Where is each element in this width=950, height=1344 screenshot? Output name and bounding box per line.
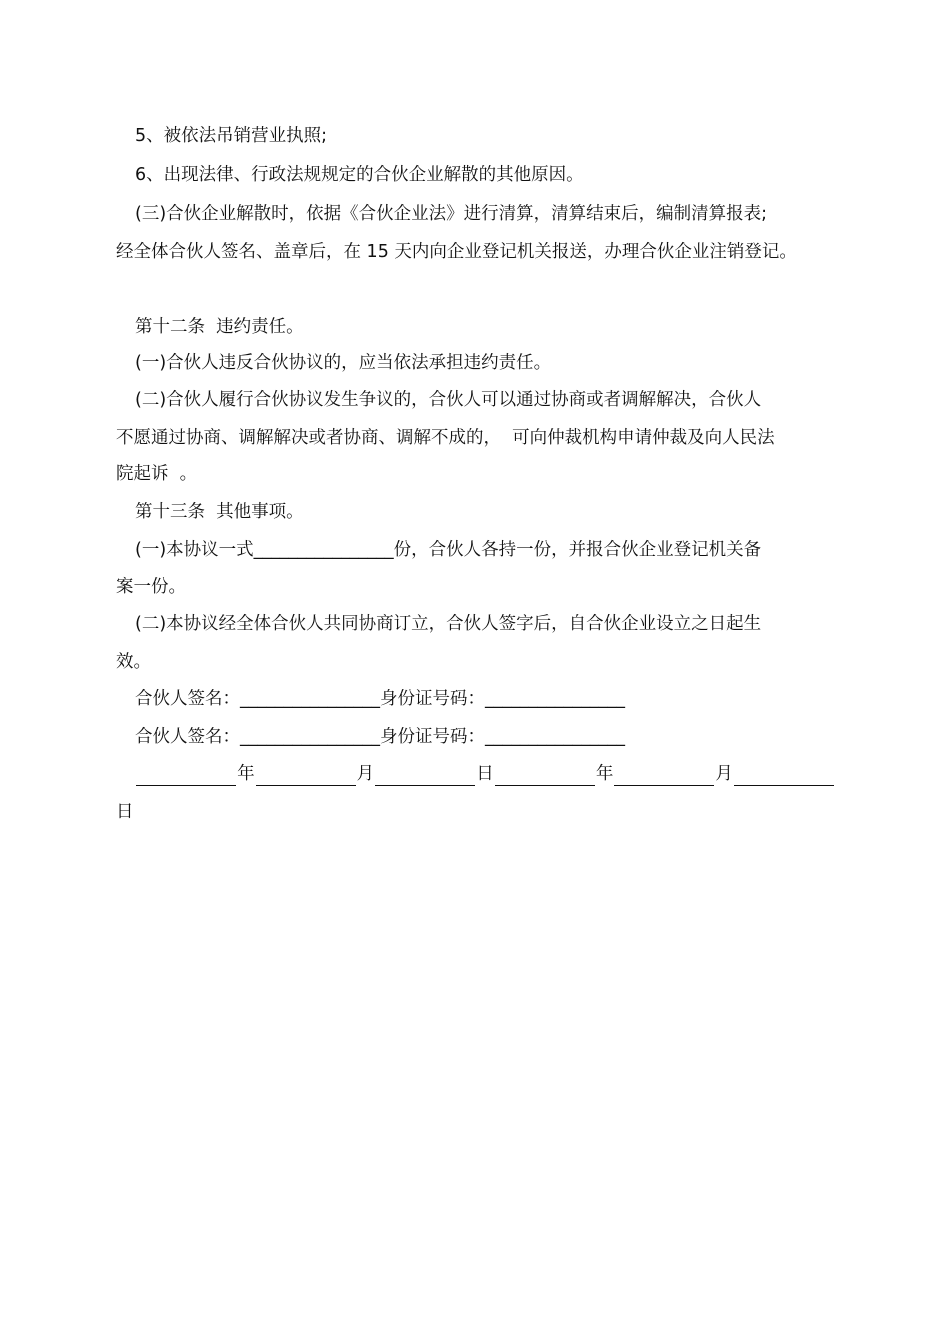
article-12-item-1: (一)合伙人违反合伙协议的，应当依法承担违约责任。 <box>135 353 552 373</box>
year-label-1: 年 <box>237 764 255 784</box>
year-blank-1 <box>136 765 236 786</box>
day-label-1: 日 <box>476 764 494 784</box>
date-line <box>135 762 835 786</box>
month-blank-2 <box>614 765 714 786</box>
dissolution-liquidation-line1: (三)合伙企业解散时，依据《合伙企业法》进行清算，清算结束后，编制清算报表; <box>135 204 768 224</box>
article-12-heading: 第十二条 违约责任。 <box>135 317 304 337</box>
article-13-item-1-line1: (一)本协议一式________________份，合伙人各持一份，并报合伙企业登记机关备 <box>135 540 762 560</box>
month-label-1: 月 <box>356 764 375 784</box>
year-label-2: 年 <box>595 764 614 784</box>
article-13-item-2-line1: (二)本协议经全体合伙人共同协商订立，合伙人签字后，自合伙企业设立之日起生 <box>135 614 762 634</box>
day-label-2: 日 <box>116 802 134 822</box>
article-13-item-2-line2: 效。 <box>116 652 151 672</box>
year-blank-2 <box>495 765 595 786</box>
partner-signature-line-1: 合伙人签名：________________身份证号码：________________ <box>135 689 625 709</box>
article-13-heading: 第十三条 其他事项。 <box>135 502 304 522</box>
month-label-2: 月 <box>715 764 733 784</box>
article-12-item-2-line3: 院起诉 。 <box>116 464 198 484</box>
clause-5-revoked-license: 5、被依法吊销营业执照; <box>135 126 328 146</box>
article-12-item-2-line2: 不愿通过协商、调解解决或者协商、调解不成的， 可向仲裁机构申请仲裁及向人民法 <box>116 428 775 448</box>
article-12-item-2-line1: (二)合伙人履行合伙协议发生争议的，合伙人可以通过协商或者调解解决，合伙人 <box>135 390 762 410</box>
dissolution-liquidation-line2: 经全体合伙人签名、盖章后，在 15 天内向企业登记机关报送，办理合伙企业注销登记。 <box>116 242 797 262</box>
month-blank-1 <box>256 765 356 786</box>
day-blank-2 <box>734 765 834 786</box>
article-13-item-1-line2: 案一份。 <box>116 577 186 597</box>
day-blank-1 <box>375 765 475 786</box>
clause-6-other-reasons: 6、出现法律、行政法规规定的合伙企业解散的其他原因。 <box>135 165 584 185</box>
partner-signature-line-2: 合伙人签名：________________身份证号码：________________ <box>135 727 625 747</box>
